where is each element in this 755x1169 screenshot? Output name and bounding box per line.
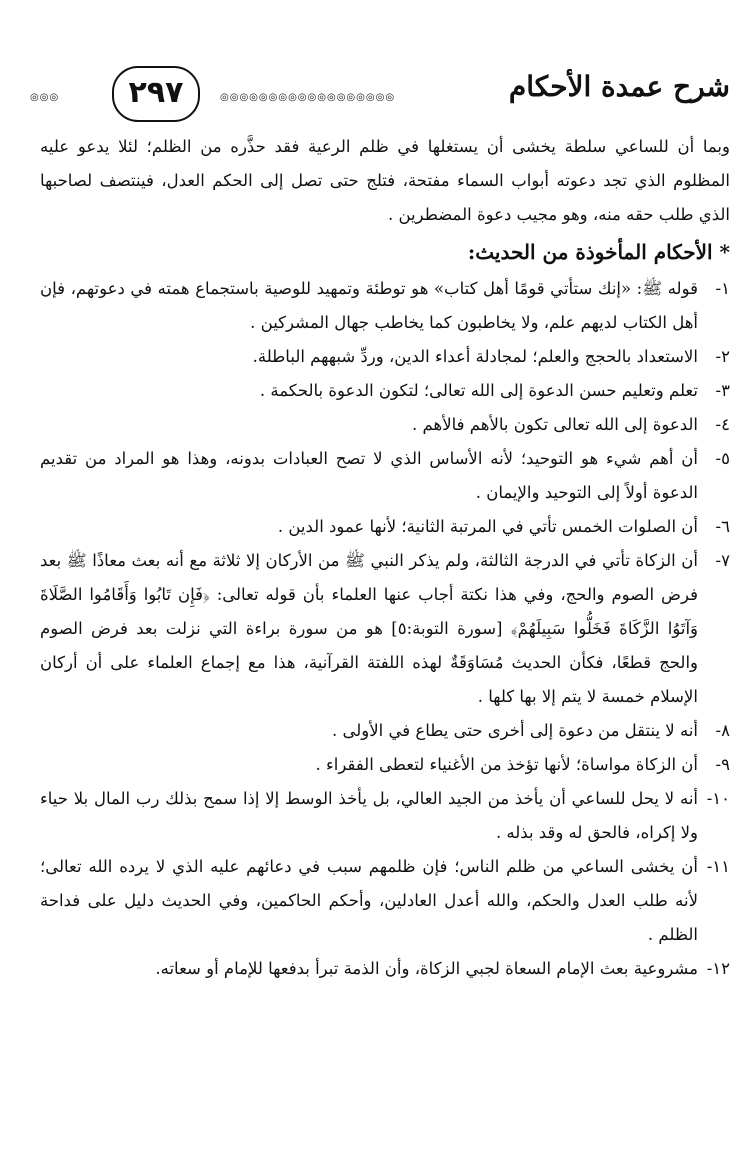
page-body: [40, 130, 730, 986]
header-ornament-middle: ◎◎◎◎◎◎◎◎◎◎◎◎◎◎◎◎◎◎: [220, 92, 396, 103]
item-text: أنه لا يحل للساعي أن يأخذ من الجيد العالي، بل يأخذ الوسط إلا إذا سمح بذلك رب المال بلا حياء ولا إكراه، فالحق له وقد بذله .: [40, 789, 698, 842]
item-number: ٨-: [715, 721, 730, 740]
list-item: [40, 714, 730, 748]
item-text: تعلم وتعليم حسن الدعوة إلى الله تعالى؛ لتكون الدعوة بالحكمة .: [259, 381, 698, 400]
list-item: [40, 374, 730, 408]
item-number: ٣-: [715, 381, 730, 400]
item-number: ١١-: [706, 857, 730, 876]
intro-paragraph: وبما أن للساعي سلطة يخشى أن يستغلها في ظلم الرعية فقد حذَّره من الظلم؛ لئلا يدعو عليه المظلوم الذي تجد دعوته أبواب السماء مفتحة، فتلج حتى تصل إلى الحكم العدل، فينتصف لصاحبها الذي طلب حقه منه، وهو مجيب دعوة المضطرين .: [40, 137, 730, 224]
list-item: [40, 510, 730, 544]
section-heading: * الأحكام المأخوذة من الحديث:: [467, 240, 730, 264]
item-number: ٤-: [715, 415, 730, 434]
item-number: ٢-: [715, 347, 730, 366]
item-text: مشروعية بعث الإمام السعاة لجبي الزكاة، وأن الذمة تبرأ بدفعها للإمام أو سعاته.: [155, 959, 698, 978]
item-text: أن يخشى الساعي من ظلم الناس؛ فإن ظلمهم سبب في دعائهم عليه الذي لا يرده الله تعالى؛ لأنه طلب العدل والحكم، والله أعدل العادلين، وأحكم الحاكمين، وفي الحديث دليل على فداحة الظلم .: [40, 857, 698, 944]
item-number: ٧-: [715, 551, 730, 570]
item-text: قوله ﷺ: «إنك ستأتي قومًا أهل كتاب» هو توطئة وتمهيد للوصية باستجماع همته في دعوتهم، فإن أهل الكتاب لديهم علم، ولا يخاطبون كما يخاطب جهال المشركين .: [40, 279, 698, 332]
list-item: [40, 272, 730, 340]
header-ornament-left: ◎◎◎: [30, 92, 60, 103]
list-item: [40, 782, 730, 850]
list-item: [40, 544, 730, 714]
page-number: ٢٩٧: [112, 66, 200, 122]
list-item: [40, 952, 730, 986]
item-text: أن الزكاة تأتي في الدرجة الثالثة، ولم يذكر النبي ﷺ من الأركان إلا ثلاثة مع أنه بعث معاذًا ﷺ بعد فرض الصوم والحج، وفي هذا نكتة أجاب عنها العلماء بأن قوله تعالى: ﴿فَإِن تَابُوا وَأَقَامُوا الصَّلَاةَ وَآتَوُا الزَّكَاةَ فَخَلُّوا سَبِيلَهُمْ﴾ [سورة التوبة:٥] هو من سورة براءة التي نزلت بعد فرض الصوم والحج قطعًا، فكأن الحديث مُسَاوَقَةٌ لهذه اللفتة القرآنية، هذا مع إجماع العلماء على أن أركان الإسلام خمسة لا يتم إلا بها كلها .: [40, 551, 698, 706]
list-item: [40, 408, 730, 442]
item-number: ٥-: [715, 449, 730, 468]
item-text: أن الزكاة مواساة؛ لأنها تؤخذ من الأغنياء لتعطى الفقراء .: [315, 755, 698, 774]
item-number: ١٢-: [706, 959, 730, 978]
item-number: ١٠-: [706, 789, 730, 808]
item-text: الدعوة إلى الله تعالى تكون بالأهم فالأهم .: [412, 415, 698, 434]
item-number: ٩-: [715, 755, 730, 774]
list-item: [40, 748, 730, 782]
item-number: ٦-: [715, 517, 730, 536]
list-item: [40, 442, 730, 510]
list-item: [40, 850, 730, 952]
list-item: [40, 340, 730, 374]
book-title: شرح عمدة الأحكام: [508, 70, 730, 103]
rulings-list: [40, 272, 730, 986]
item-text: الاستعداد بالحجج والعلم؛ لمجادلة أعداء الدين، وردِّ شبههم الباطلة.: [252, 347, 698, 366]
page-header: [30, 64, 730, 128]
item-number: ١-: [715, 279, 730, 298]
item-text: أنه لا ينتقل من دعوة إلى أخرى حتى يطاع في الأولى .: [331, 721, 698, 740]
item-text: أن أهم شيء هو التوحيد؛ لأنه الأساس الذي لا تصح العبادات بدونه، وهذا هو المراد من تقديم الدعوة أولاً إلى التوحيد والإيمان .: [40, 449, 698, 502]
item-text: أن الصلوات الخمس تأتي في المرتبة الثانية؛ لأنها عمود الدين .: [277, 517, 698, 536]
